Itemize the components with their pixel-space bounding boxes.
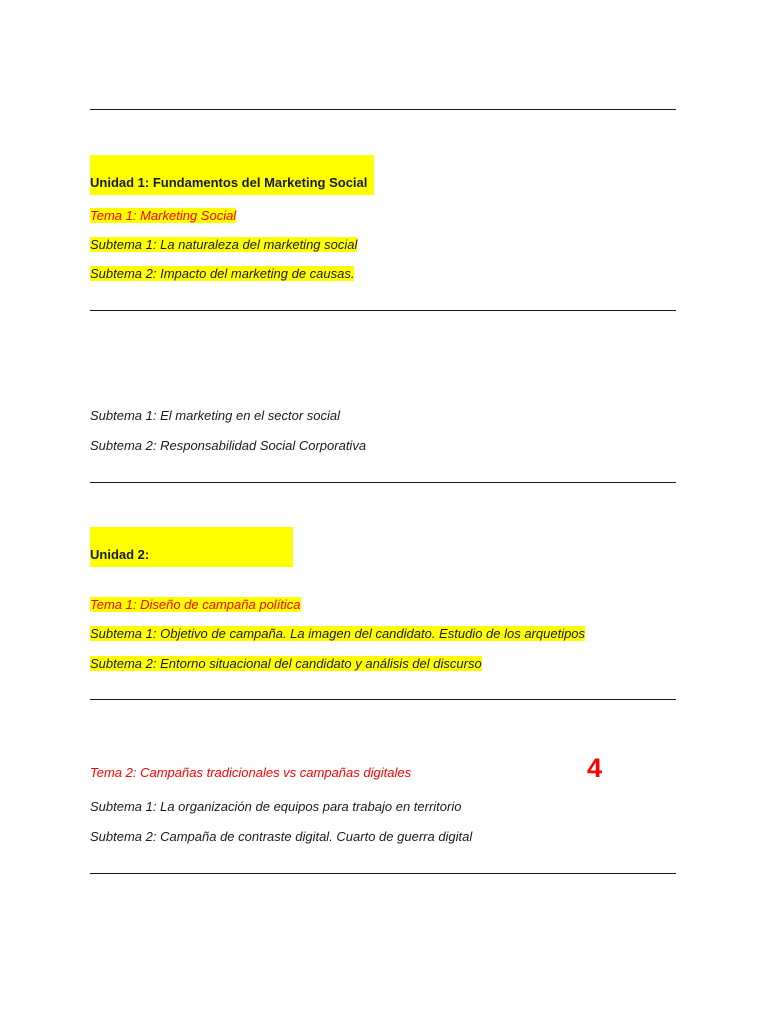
unit-1-title: Unidad 1: Fundamentos del Marketing Social bbox=[90, 175, 368, 190]
unit-1-tema-1-subtema-1: Subtema 1: La naturaleza del marketing social bbox=[90, 237, 358, 252]
unit-2-tema-1-subtema-2: Subtema 2: Entorno situacional del candidato y análisis del discurso bbox=[90, 656, 482, 671]
unit-2-tema-1-subtema-1: Subtema 1: Objetivo de campaña. La imagen del candidato. Estudio de los arquetipos bbox=[90, 626, 586, 641]
page-number: 4 bbox=[587, 753, 603, 783]
unit-1-section-2-subtema-2: Subtema 2: Responsabilidad Social Corporativa bbox=[90, 438, 367, 453]
unit-2-tema-2-subtema-1: Subtema 1: La organización de equipos para trabajo en territorio bbox=[90, 799, 462, 814]
separator-line bbox=[90, 310, 676, 311]
unit-1-section-2-subtema-1: Subtema 1: El marketing en el sector social bbox=[90, 408, 341, 423]
unit-1-tema-1-subtema-2: Subtema 2: Impacto del marketing de causas. bbox=[90, 266, 355, 281]
unit-2-tema-2-subtema-2: Subtema 2: Campaña de contraste digital. Cuarto de guerra digital bbox=[90, 829, 473, 844]
unit-2-title: Unidad 2: bbox=[90, 547, 150, 562]
separator-line bbox=[90, 699, 676, 700]
unit-2-tema-1: Tema 1: Diseño de campaña política bbox=[90, 597, 301, 612]
separator-line bbox=[90, 482, 676, 483]
unit-2-heading-block bbox=[90, 527, 293, 567]
unit-1-heading-block bbox=[90, 155, 374, 195]
separator-line bbox=[90, 109, 676, 110]
unit-2-tema-2: Tema 2: Campañas tradicionales vs campañas digitales bbox=[90, 765, 412, 780]
unit-1-tema-1: Tema 1: Marketing Social bbox=[90, 208, 237, 223]
separator-line bbox=[90, 873, 676, 874]
